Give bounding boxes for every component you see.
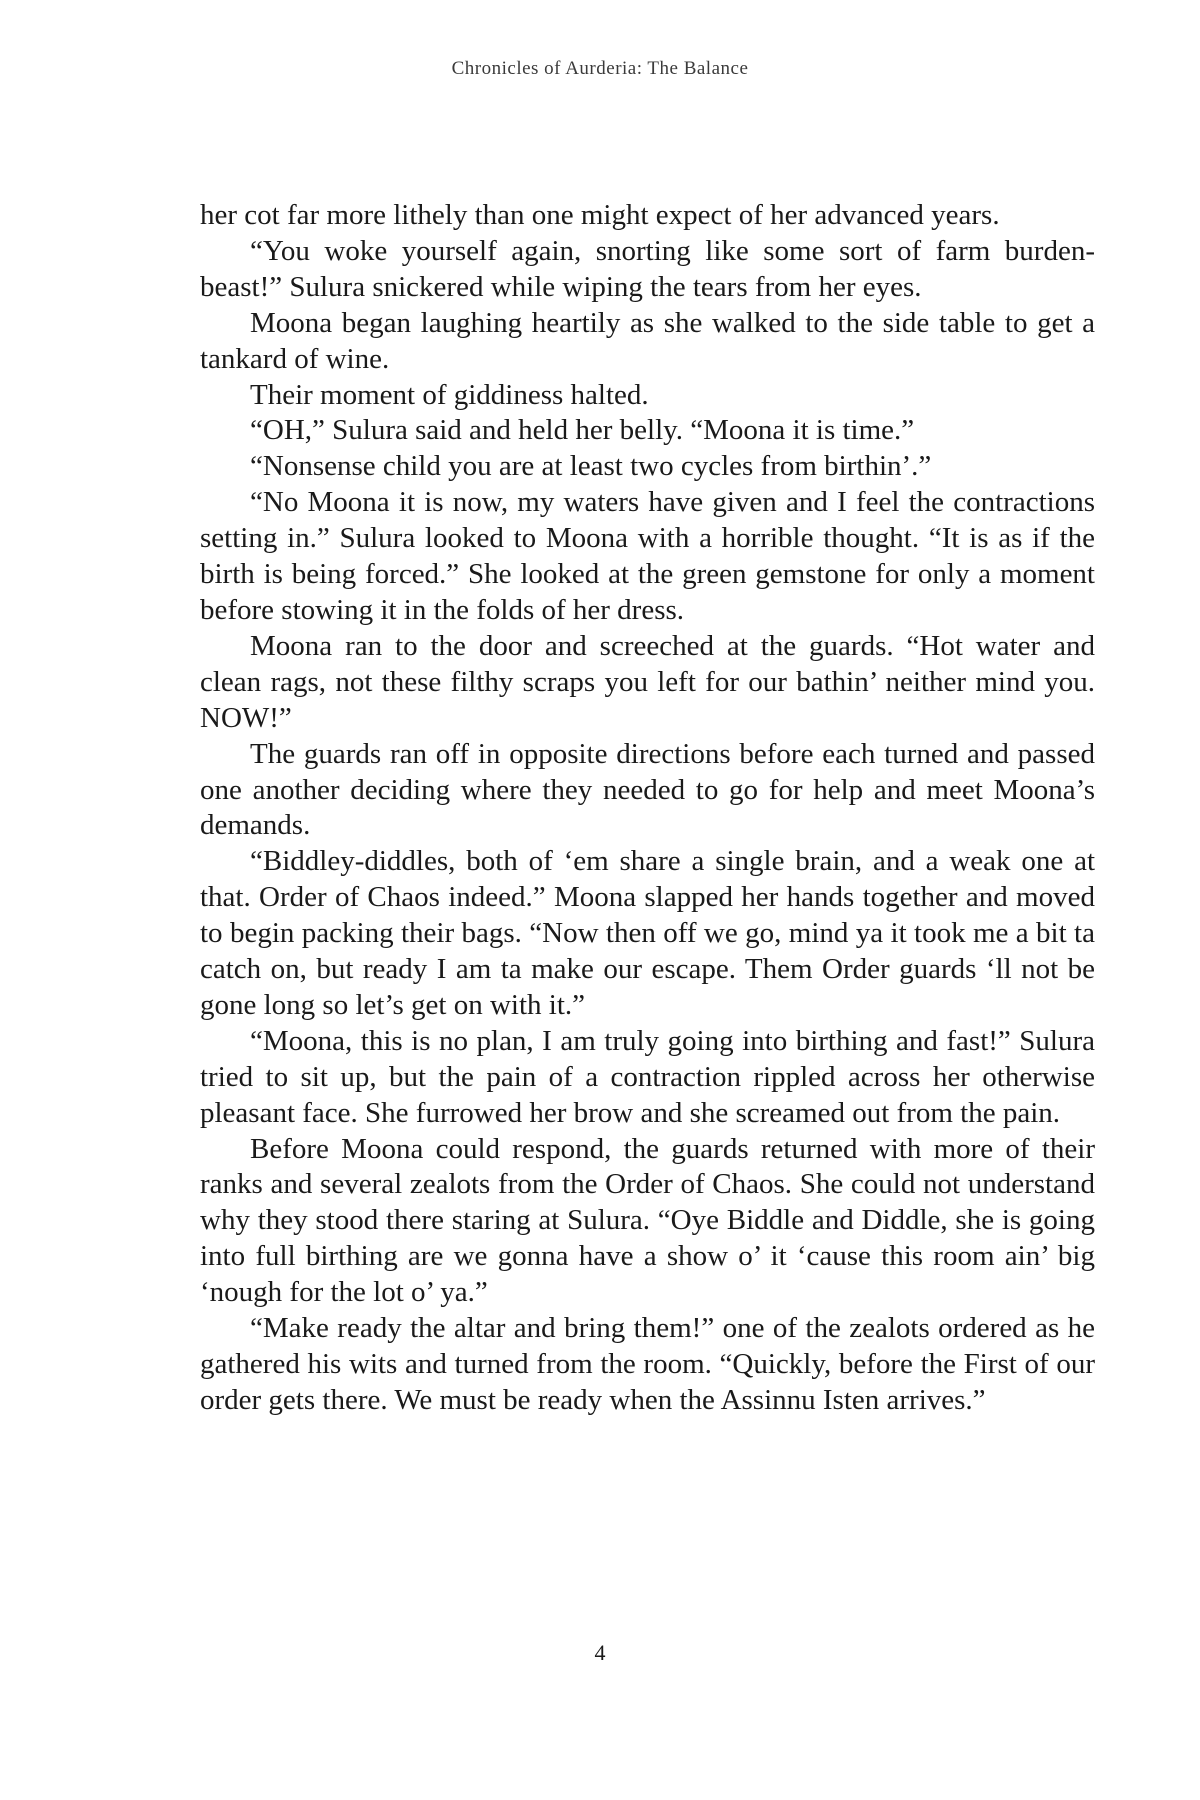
paragraph: “No Moona it is now, my waters have given and I feel the contractions setting in.” Sulura looked to Moona with a horrible thought. “It is as if the birth is being forced.” She looked at the green gemstone for only a moment before stowing it in the folds of her dress. (200, 486, 1095, 626)
page-number: 4 (594, 1640, 606, 1665)
paragraph: “Nonsense child you are at least two cycles from birthin’.” (250, 450, 932, 483)
paragraph: The guards ran off in opposite directions before each turned and passed one another deciding where they needed to go for help and meet Moona’s demands. (200, 737, 1095, 842)
running-header: Chronicles of Aurderia: The Balance (451, 58, 749, 79)
paragraph: “Make ready the altar and bring them!” one of the zealots ordered as he gathered his wits and turned from the room. “Quickly, before the First of our order gets there. We must be ready when the Assinnu Isten arrives.” (200, 1312, 1095, 1416)
paragraph: Moona ran to the door and screeched at the guards. “Hot water and clean rags, not these filthy scraps you left for our bathin’ neither mind you. NOW!” (200, 629, 1095, 734)
paragraph: Before Moona could respond, the guards returned with more of their ranks and several zealots from the Order of Chaos. She could not understand why they stood there staring at Sulura. “Oye Biddle and Diddle, she is going into full birthing are we gonna have a show o’ it ‘cause this room ain’ big ‘nough for the lot o’ ya.” (200, 1132, 1095, 1309)
paragraph: “OH,” Sulura said and held her belly. “Moona it is time.” (250, 414, 915, 447)
paragraph: Moona began laughing heartily as she walked to the side table to get a tankard of wine. (200, 306, 1095, 375)
paragraph: “Moona, this is no plan, I am truly going into birthing and fast!” Sulura tried to sit up, but the pain of a contraction rippled across her otherwise pleasant face. She furrowed her brow and she screamed out from the pain. (200, 1024, 1095, 1129)
body-text (200, 198, 1095, 1419)
paragraph: her cot far more lithely than one might expect of her advanced years. (200, 199, 1000, 231)
paragraph: “Biddley-diddles, both of ‘em share a single brain, and a weak one at that. Order of Chaos indeed.” Moona slapped her hands together and moved to begin packing their bags. “Now then off we go, mind ya it took me a bit ta catch on, but ready I am ta make our escape. Them Order guards ‘ll not be gone long so let’s get on with it.” (200, 845, 1095, 1021)
paragraph: “You woke yourself again, snorting like some sort of farm burden-beast!” Sulura snickered while wiping the tears from her eyes. (200, 234, 1095, 303)
paragraph: Their moment of giddiness halted. (250, 378, 649, 411)
